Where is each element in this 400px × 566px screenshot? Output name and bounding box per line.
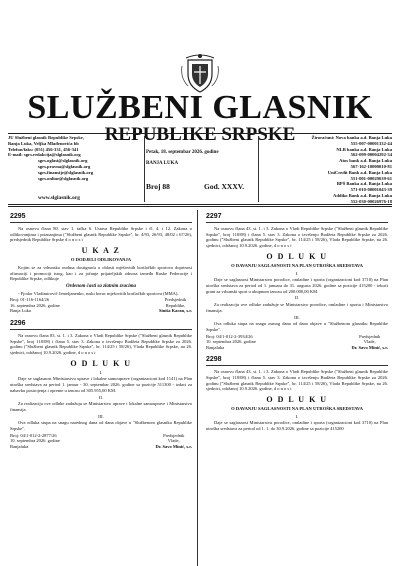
section-text: Daje se saglasnost Ministarstvu uprave i lokalne samouprave (organizacioni kod 1141) na Plan utroška sredstava za period 1. januar - 30. septembar 2026. godine sa pozicije 511300 - izdaci za nabavku postrojenja i opreme u iznosu od 305.955,00 KM. bbox=[10, 376, 192, 393]
act-number: 2298 bbox=[206, 356, 222, 364]
signer-name: Siniša Karan, s.r. bbox=[159, 308, 192, 314]
act-reference: Broj: 04/1-012-2-3934/26 10. septembra 2026. godine Banjaluka bbox=[206, 333, 256, 350]
coat-of-arms-icon bbox=[180, 50, 220, 94]
publisher-email[interactable]: E-mail: sgrs.redakcija@slglasnik.org bbox=[8, 152, 81, 158]
issue-date: Petak, 18. septembar 2026. godine bbox=[146, 150, 219, 155]
account-line: Addiko Bank a.d. Banja Luka bbox=[333, 192, 392, 198]
account-line: 562-099-00004292-34 bbox=[350, 152, 392, 158]
account-line: 555-007-00001332-44 bbox=[350, 140, 392, 146]
account-line: BPŠ Banka a.d. Banja Luka bbox=[336, 181, 392, 187]
section-text: Za realizaciju ove odluke zadužuje se Ministarstvo porodice, omladine i sporta i Ministarstvo finansija. bbox=[206, 302, 388, 313]
account-line: 571-010-00001043-39 bbox=[350, 187, 392, 193]
publisher-email[interactable]: sgrs.finansije@slglasnik.org bbox=[38, 169, 94, 175]
right-column bbox=[206, 212, 388, 433]
masthead-rule-bottom-2 bbox=[8, 206, 392, 207]
act-number: 2296 bbox=[10, 319, 26, 327]
act-subtitle: O DAVANJU SAGLASNOSTI NA PLAN UTROŠKA SREDSTAVA bbox=[231, 405, 363, 411]
section-text: Ova odluka stupa na snagu narednog dana od dana objave u "Službenom glasniku Republike Srpske". bbox=[10, 420, 192, 432]
publisher-website[interactable]: www.slglasnik.org bbox=[38, 195, 80, 202]
order-name: Ordenom časti sa zlatnim zracima bbox=[65, 284, 136, 290]
act-body: Kojim se za vrhunska osobna dostignuća u oblasti mješovitih borilačkih sportova doprinosi afirmaciji i promociji istog, kao i za jačanje prijateljskih odnosa između Ruske Federacije i Republike Srpske, odlikuje bbox=[10, 264, 192, 282]
act-rule bbox=[10, 329, 192, 330]
signature-block bbox=[10, 297, 192, 314]
account-line: Žiroračuni: Nova banka a.d. Banja Luka bbox=[311, 135, 392, 140]
publisher-email[interactable]: sgrs.pravna@slglasnik.org bbox=[38, 163, 91, 169]
issue-city: BANJA LUKA bbox=[146, 161, 179, 166]
act-title: O D L U K U bbox=[266, 394, 328, 404]
signer-role: Predsjednik bbox=[359, 333, 381, 339]
column-divider bbox=[197, 210, 198, 566]
act-intro: Na osnovu člana 83. st. 1. i 3. Zakona o Vladi Republike Srpske ("Službeni glasnik Republike Srpske", broj 118/08) i člana 5. stav 3. Zakona o izvršenju Budžeta Republike Srpske za 2026. godinu ("Službeni glasnik Republike Srpske", br. 114/25 i 58/26), Vlada Republike Srpske, na 26. sjednici, održanoj 10.9.2026. godine, d o n o s i bbox=[10, 332, 192, 356]
header-divider-left bbox=[144, 136, 145, 202]
section-number: III. bbox=[294, 314, 300, 320]
left-column bbox=[10, 212, 192, 449]
gazette-title: SLUŽBENI GLASNIK bbox=[27, 89, 373, 126]
section-text: Ova odluka stupa na snagu osmog dana od dana objave u "Službenom glasniku Republike Srpske". bbox=[206, 321, 388, 332]
issue-info bbox=[146, 150, 264, 191]
section-number: III. bbox=[98, 413, 104, 419]
section-number: II. bbox=[98, 394, 104, 400]
gazette-subtitle: REPUBLIKE SRPSKE bbox=[104, 124, 296, 145]
account-line: Atos bank a.d. Banja Luka bbox=[339, 158, 392, 164]
bank-accounts bbox=[257, 135, 392, 205]
account-line: UniCredit Bank a.d. Banja Luka bbox=[327, 169, 392, 175]
masthead-rule-top bbox=[8, 133, 392, 134]
signer-role-2: Republike, bbox=[165, 302, 186, 308]
issue-number: Broj 88 bbox=[146, 182, 170, 191]
publisher-line: JU Službeni glasnik Republike Srpske, bbox=[8, 135, 84, 140]
act-subtitle: O DODJELI ODLIKOVANJA bbox=[70, 257, 132, 263]
act-subtitle: O DAVANJU SAGLASNOSTI NA PLAN UTROŠKA SREDSTAVA bbox=[231, 262, 363, 268]
signature-block bbox=[10, 433, 192, 450]
act-intro: Na osnovu člana 80. stav 1. tačka 6. Ustava Republike Srpske i čl. 4. i 12. Zakona o odlikovanjima i priznanjima ("Službeni glasnik Republike Srpske", br. 4/93, 26/93, 48/02 i 67/26), predsjednik Republike Srpske d o n o s i bbox=[10, 226, 192, 243]
act-title: O D L U K U bbox=[70, 358, 132, 368]
publisher-email[interactable]: sgrs.online@slglasnik.org bbox=[38, 175, 89, 181]
act-rule bbox=[206, 222, 388, 223]
publisher-info bbox=[8, 135, 143, 202]
act-reference: Broj: 04/1-012-2-2877/26 10. septembra 2026. godine Banjaluka bbox=[10, 432, 60, 449]
act-intro: Na osnovu člana 43. st. 1. i 3. Zakona o Vladi Republike Srpske ("Službeni glasnik Republike Srpske", broj 118/08) i člana 5. stav 3. Zakona o izvršenju Budžeta Republike Srpske za 2026. godinu ("Službeni glasnik Republike Srpske", br. 114/25 i 58/26), Vlada Republike Srpske, na 26. sjednici, održanoj 10.9.2026. godine, d o n o s i bbox=[206, 226, 388, 249]
section-number: I. bbox=[295, 413, 299, 419]
act-reference: Broj: 01-116-1164/26 16. septembra 2026. godine Banja Luka bbox=[10, 297, 60, 314]
account-line: 567-162-10000010-81 bbox=[350, 163, 392, 169]
publisher-line: Telefon/faks: (051) 456-331, 456-341 bbox=[8, 146, 79, 152]
section-number: I. bbox=[99, 369, 103, 375]
section-number: II. bbox=[294, 295, 300, 301]
signer-role-2: Vlade, bbox=[167, 438, 180, 444]
account-line: 552-030-00026976-18 bbox=[350, 198, 392, 204]
issue-year: God. XXXV. bbox=[204, 182, 245, 191]
signer-role: Predsjednik bbox=[164, 297, 187, 303]
account-line: NLB banka a.d. Banja Luka bbox=[336, 146, 392, 152]
section-text: Za realizaciju ove odluke zadužuju se Ministarstvo uprave i lokalne samouprave i Ministarstvo finansija. bbox=[10, 401, 192, 412]
publisher-line: Banja Luka, Veljka Mlađenovića bb bbox=[8, 140, 79, 146]
act-title: O D L U K U bbox=[266, 251, 328, 261]
act-rule bbox=[206, 365, 388, 366]
masthead-rule-bottom bbox=[8, 204, 392, 205]
section-number: I. bbox=[295, 270, 299, 276]
account-line: 551-001-00029639-61 bbox=[350, 175, 392, 181]
act-title: U K A Z bbox=[81, 246, 121, 256]
signer-role: Predsjednik bbox=[163, 432, 185, 438]
section-text: Daje se saglasnost Ministarstvu porodice, omladine i sporta (organizacioni kod 3710) na Plan utroška sredstava za period od 1. 1. do 30.9.2026. godine sa pozicije 415200 bbox=[206, 420, 388, 432]
act-number: 2297 bbox=[206, 213, 222, 220]
signer-name: Dr. Savo Minić, s.r. bbox=[155, 443, 192, 449]
awardee: - Fjodor Vladimirovič Jemeljanenko, ruski borac mješovitih borilačkih sportova (MMA). bbox=[18, 290, 179, 296]
act-intro: Na osnovu člana 43. st. 1. i 3. Zakona o Vladi Republike Srpske ("Službeni glasnik Republike Srpske", broj 118/08) i člana 5. stav 3. Zakona o izvršenju Budžeta Republike Srpske za 2026. godinu ("Službeni glasnik Republike Srpske", br. 114/25 i 58/26), Vlada Republike Srpske, na 26. sjednici, održanoj 10.9.2026. godine, d o n o s i bbox=[206, 369, 388, 392]
act-number: 2295 bbox=[10, 213, 26, 220]
section-text: Daje se saglasnost Ministarstvu porodice, omladine i sporta (organizacioni kod 3710) na Plan utroška sredstava za period od 1. januara do 31. augusta 2026. godine sa pozicije 415200 - tekući grant za vrhunski sport u ukupnom iznosu od 200.000,00 KM. bbox=[206, 277, 388, 294]
signer-role-2: Vlade, bbox=[363, 339, 376, 345]
act-rule bbox=[10, 222, 192, 223]
signer-name: Dr. Savo Minić, s.r. bbox=[351, 344, 388, 350]
publisher-email[interactable]: sgrs.oglasi@slglasnik.org bbox=[38, 158, 88, 164]
signature-block bbox=[206, 334, 388, 351]
